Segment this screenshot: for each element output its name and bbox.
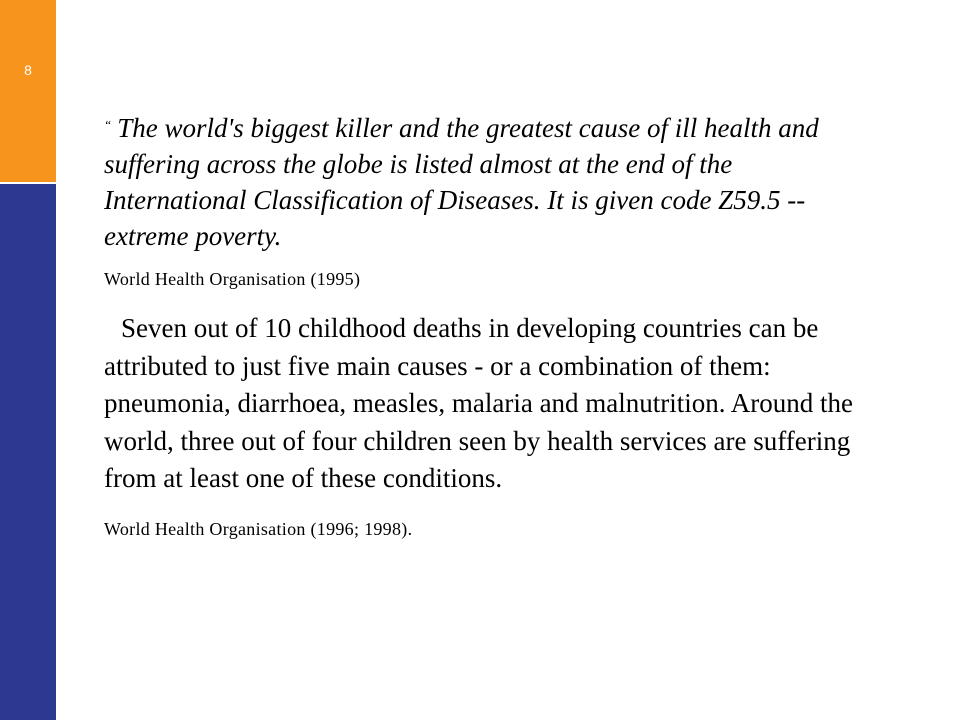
slide-content [104,110,874,540]
sidebar-accent-blue [0,184,56,720]
quote-childhood-deaths: Seven out of 10 childhood deaths in developing countries can be attributed to just five main causes - or a combination of them: pneumonia, diarrhoea, measles, malaria and malnutrition. Around the world, three out of four children seen by health services are suffering from at least one of these conditions. [104,313,854,493]
quote-open-mark: “ [104,117,112,132]
citation-who-1996-1998: World Health Organisation (1996; 1998). [104,518,413,539]
quote-poverty [104,110,874,254]
citation-who-1995: World Health Organisation (1995) [104,269,361,289]
sidebar-accent-orange [0,0,56,182]
quote-poverty-text: The world's biggest killer and the greatest cause of ill health and suffering across the globe is listed almost at the end of the International Classification of Diseases. It is given code Z59.5 -- extreme poverty. [104,113,819,251]
slide-number: 8 [24,62,32,78]
